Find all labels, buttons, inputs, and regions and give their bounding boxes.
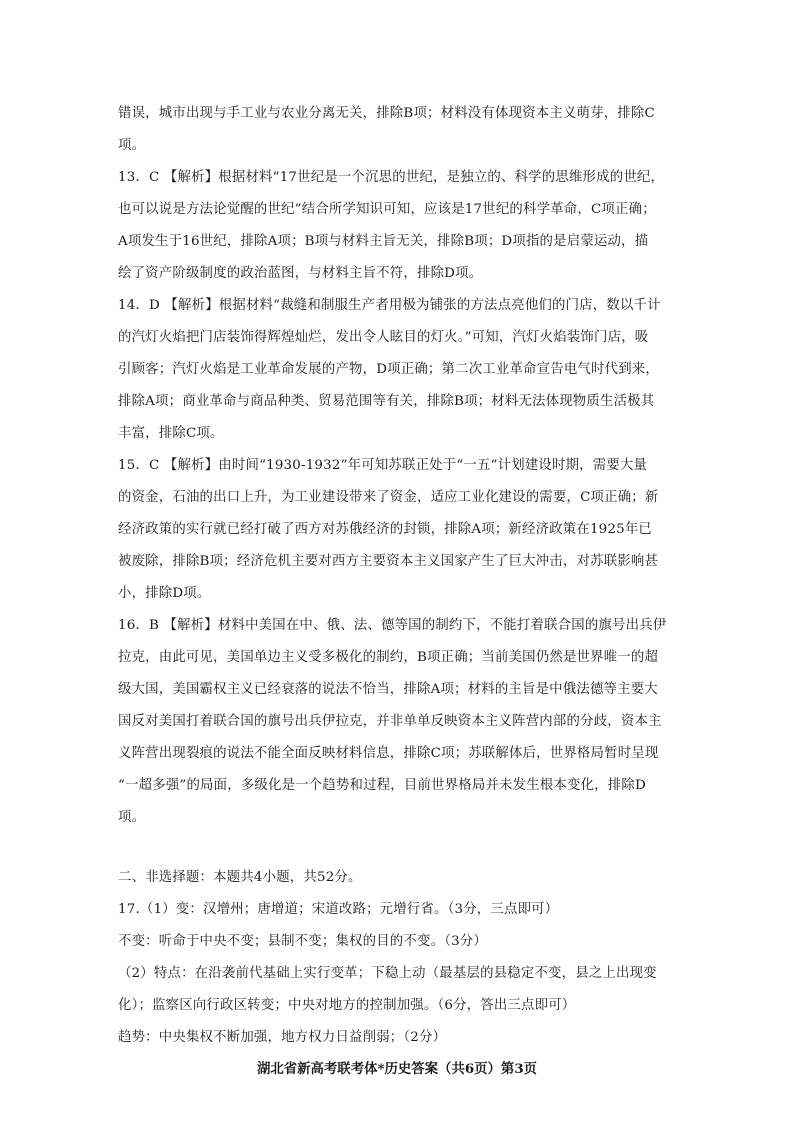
q17-line-4: 化）；监察区向行政区转变；中央对地方的控制加强。（6分，答出三点即可） xyxy=(118,998,576,1013)
page-footer: 湖北省新高考联考体*历史答案（共6页）第3页 xyxy=(256,1061,538,1077)
q16-line-4: 国反对美国打着联合国的旗号出兵伊拉克，并非单单反映资本主义阵营内部的分歧，资本主 xyxy=(118,714,662,729)
q14-line-4: 排除A项；商业革命与商品种类、贸易范围等有关，排除B项；材料无法体现物质生活极其 xyxy=(118,394,655,409)
q15-line-2: 的资金，石油的出口上升，为工业建设带来了资金，适应工业化建设的需要，C项正确；新 xyxy=(118,490,659,505)
q15-line-3: 经济政策的实行就已经打破了西方对苏俄经济的封锁，排除A项；新经济政策在1925年已 xyxy=(118,522,653,537)
q14-line-2: 的汽灯火焰把门店装饰得辉煌灿烂，发出令人眩目的灯火。”可知，汽灯火焰装饰门店，吸 xyxy=(118,330,649,345)
q17-line-5: 趋势：中央集权不断加强，地方权力日益削弱；（2分） xyxy=(118,1030,447,1045)
q15-line-4: 被废除，排除B项；经济危机主要对西方主要资本主义国家产生了巨大冲击，对苏联影响甚 xyxy=(118,554,659,569)
section-2-heading: 二、非选择题：本题共4小题，共52分。 xyxy=(118,870,362,885)
q15-line-5: 小，排除D项。 xyxy=(118,586,211,601)
q13-line-1: 13．C 【解析】根据材料“17世纪是一个沉思的世纪，是独立的、科学的思维形成的世纪， xyxy=(118,170,665,185)
q16-line-5: 义阵营出现裂痕的说法不能全面反映材料信息，排除C项；苏联解体后，世界格局暂时呈现 xyxy=(118,746,659,761)
q17-line-2: 不变：听命于中央不变；县制不变；集权的目的不变。（3分） xyxy=(118,934,487,949)
q14-line-5: 丰富，排除C项。 xyxy=(118,426,224,441)
q16-line-1: 16．B 【解析】材料中美国在中、俄、法、德等国的制约下，不能打着联合国的旗号出兵伊 xyxy=(118,618,667,633)
q16-line-6: “一超多强”的局面，多级化是一个趋势和过程，目前世界格局并未发生根本变化，排除D xyxy=(118,778,646,793)
q16-line-2: 拉克，由此可见，美国单边主义受多极化的制约，B项正确；当前美国仍然是世界唯一的超 xyxy=(118,650,659,665)
q17-line-1: 17.（1）变：汉增州；唐增道；宋道改路；元增行省。（3分，三点即可） xyxy=(118,902,559,917)
q14-line-3: 引顾客；汽灯火焰是工业革命发展的产物，D项正确；第二次工业革命宣告电气时代到来， xyxy=(118,362,659,377)
q13-line-4: 绘了资产阶级制度的政治蓝图，与材料主旨不符，排除D项。 xyxy=(118,266,483,281)
q16-line-7: 项。 xyxy=(118,810,146,825)
q16-line-3: 级大国，美国霸权主义已经衰落的说法不恰当，排除A项；材料的主旨是中俄法德等主要大 xyxy=(118,682,658,697)
q13-line-2: 也可以说是方法论觉醒的世纪”结合所学知识可知，应该是17世纪的科学革命，C项正确； xyxy=(118,202,656,217)
q15-line-1: 15．C 【解析】由时间“1930-1932”年可知苏联正处于“一五”计划建设时期，需要大量 xyxy=(118,458,648,473)
q13-line-3: A项发生于16世纪，排除A项；B项与材料主旨无关，排除B项；D项指的是启蒙运动，描 xyxy=(118,234,649,249)
q14-line-1: 14．D 【解析】根据材料“裁缝和制服生产者用极为铺张的方法点亮他们的门店，数以千计 xyxy=(118,298,661,313)
q12-continued-line-2: 项。 xyxy=(118,138,146,153)
q17-line-3: （2）特点：在沿袭前代基础上实行变革；下稳上动（最基层的县稳定不变，县之上出现变 xyxy=(118,966,657,981)
q12-continued-line-1: 错误，城市出现与手工业与农业分离无关，排除B项；材料没有体现资本主义萌芽，排除C xyxy=(118,106,655,121)
